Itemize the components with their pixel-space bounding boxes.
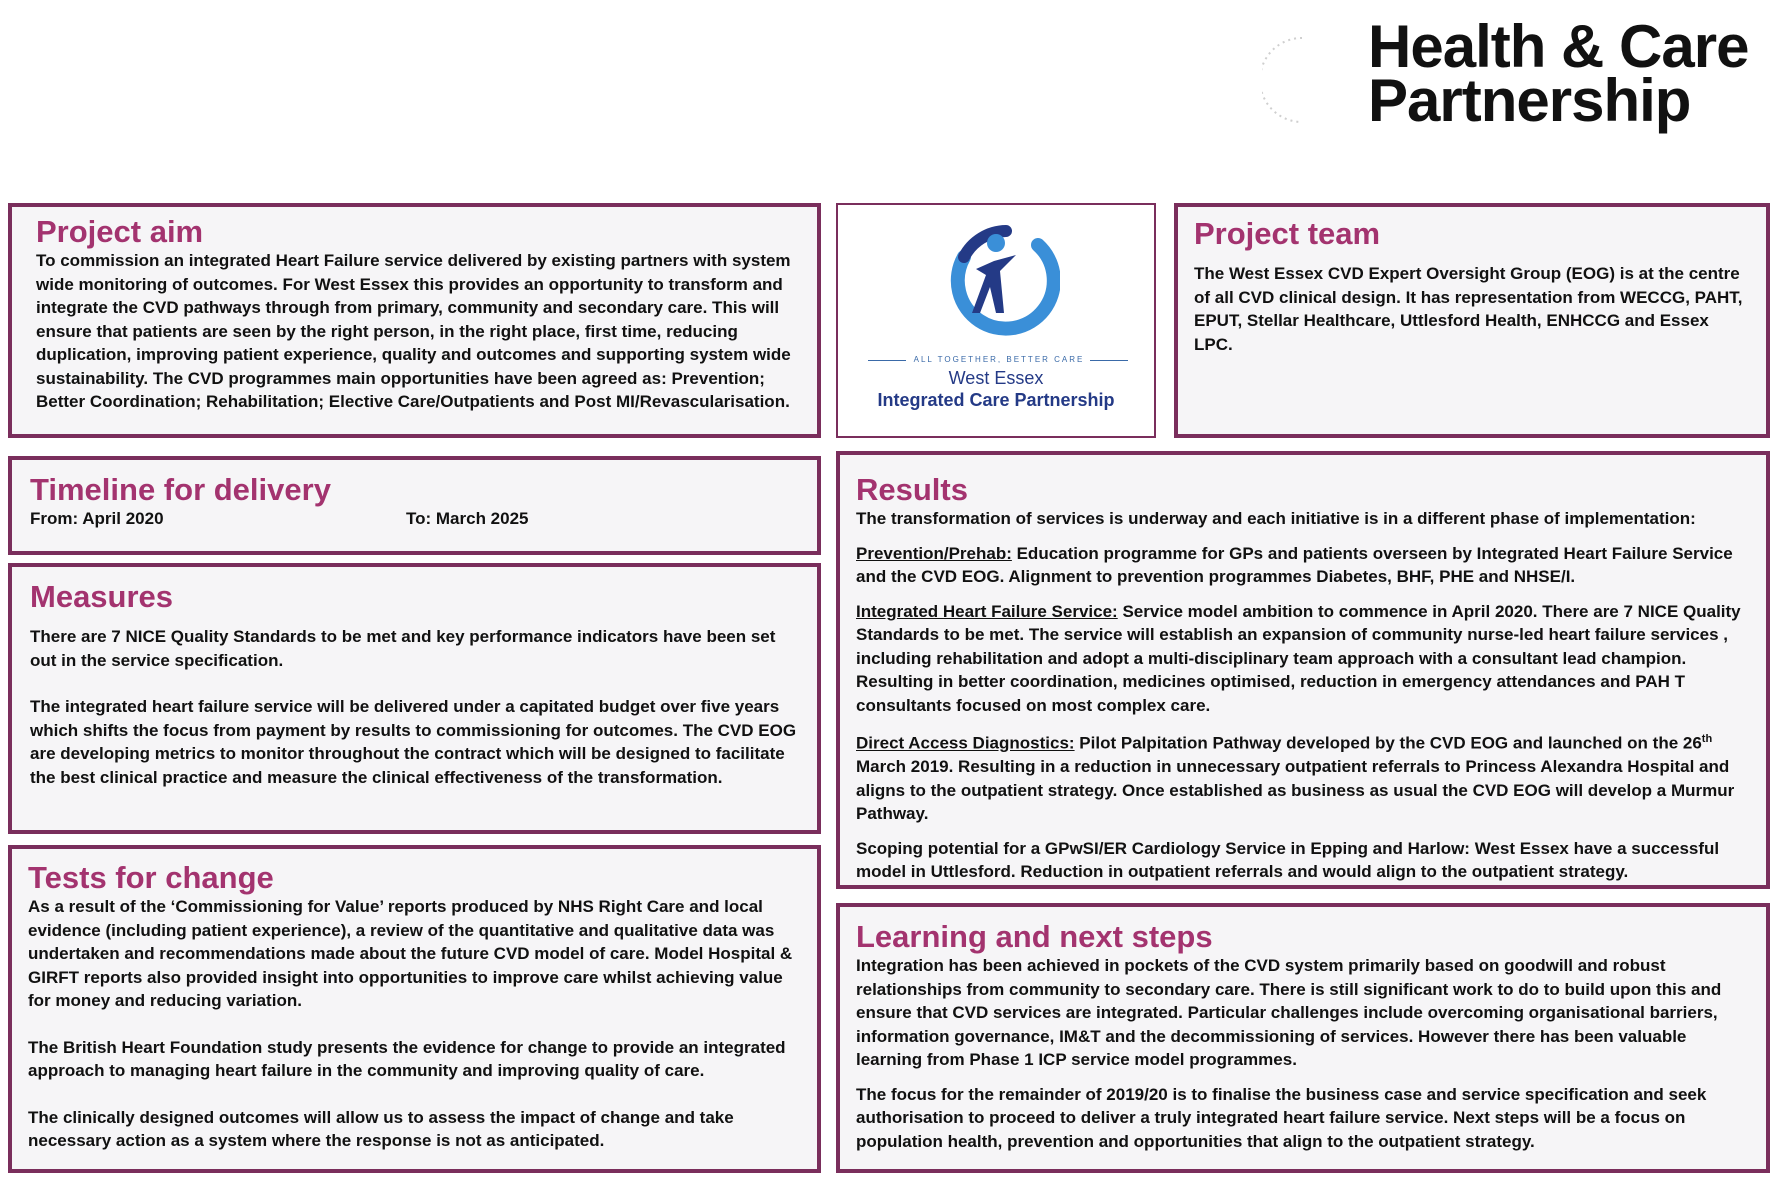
results-panel (836, 451, 1770, 889)
learning-panel (836, 903, 1770, 1173)
timeline-from: From: April 2020 (30, 509, 164, 528)
partnership-logo-arc-icon (1262, 30, 1342, 130)
results-scoping: Scoping potential for a GPwSI/ER Cardiology Service in Epping and Harlow: West Essex have a successful model in Uttlesford. Reduction in outpatient referrals and would align to the outpatient strategy. (856, 838, 1720, 882)
measures-panel (8, 563, 821, 834)
learning-paragraph-1: Integration has been achieved in pockets of the CVD system primarily based on goodwill and robust relationships from community to secondary care. There is still significant work to do to build upon this and ensure that CVD services are integrated. Particular challenges include overcoming organisational barriers, information governance, IM&T and the decommissioning of services. However there has been valuable learning from Phase 1 ICP service model programmes. (856, 956, 1722, 1069)
dad-text-b: March 2019. Resulting in a reduction in unnecessary outpatient referrals to Princess Alexandra Hospital and aligns to the outpatient strategy. Once established as business as usual the CVD EOG will develop a Murmur Pathway. (856, 757, 1735, 824)
project-team-title: Project team (1194, 216, 1381, 251)
results-ihfs (856, 600, 1756, 718)
project-team-text: The West Essex CVD Expert Oversight Group (EOG) is at the centre of all CVD clinical design. It has representation from WECCG, PAHT, EPUT, Stellar Healthcare, Uttlesford Health, ENHCCG and Essex LPC. (1194, 264, 1743, 354)
ihfs-text: Service model ambition to commence in April 2020. There are 7 NICE Quality Standards to be met. The service will establish an expansion of community nurse-led heart failure services , including rehabilitation and adopt a multi-disciplinary team approach with a consultant lead champion. Resulting in better coordination, medicines optimised, reduction in emergency attendances and PAH T consultants focused on most complex care. (856, 601, 1741, 715)
tests-paragraph-1: As a result of the ‘Commissioning for Value’ reports produced by NHS Right Care and local evidence (including patient experience), a review of the quantitative and qualitative data was undertaken and recommendations made about the future CVD model of care. Model Hospital & GIRFT reports also provided insight into opportunities to improve care whilst achieving value for money and reducing variation. (28, 897, 793, 1010)
health-care-partnership-logo (1368, 13, 1749, 134)
tests-paragraph-2: The British Heart Foundation study presents the evidence for change to provide an integrated approach to managing heart failure in the community and improving quality of care. (28, 1037, 786, 1080)
icp-logo-panel (836, 203, 1156, 438)
project-aim-panel (8, 203, 821, 438)
learning-paragraph-2: The focus for the remainder of 2019/20 is to finalise the business case and service specification and seek authorisation to proceed to deliver a truly integrated heart failure service. Next steps will be a focus on population health, prevention and opportunities that align to the outpatient strategy. (856, 1084, 1707, 1151)
learning-title: Learning and next steps (856, 919, 1213, 954)
prevention-label: Prevention/Prehab: (856, 543, 1012, 563)
results-direct-access (856, 728, 1756, 826)
measures-paragraph-1: There are 7 NICE Quality Standards to be met and key performance indicators have been set out in the service specification. (30, 627, 776, 670)
results-intro: The transformation of services is underway and each initiative is in a different phase of implementation: (856, 509, 1696, 528)
tests-paragraph-3: The clinically designed outcomes will allow us to assess the impact of change and take necessary action as a system where the response is not as anticipated. (28, 1107, 734, 1150)
dad-superscript: th (1701, 733, 1713, 745)
icp-name-line-1: West Essex (948, 368, 1044, 388)
logo-line-2: Partnership (1368, 67, 1691, 134)
timeline-to: To: March 2025 (406, 509, 529, 528)
tests-for-change-panel (8, 845, 821, 1173)
icp-tagline: ALL TOGETHER, BETTER CARE (913, 355, 1085, 364)
timeline-title: Timeline for delivery (30, 472, 331, 507)
person-swoosh-logo-icon (936, 217, 1060, 345)
measures-paragraph-2: The integrated heart failure service will be delivered under a capitated budget over five years which shifts the focus from payment by results to commissioning for outcomes. The CVD EOG are developing metrics to monitor throughout the contract which will be designed to facilitate the best clinical practice and measure the clinical effectiveness of the transformation. (30, 697, 797, 787)
prevention-text: Education programme for GPs and patients overseen by Integrated Heart Failure Service and the CVD EOG. Alignment to prevention programmes Diabetes, BHF, PHE and NHSE/I. (856, 543, 1733, 586)
tests-title: Tests for change (28, 860, 274, 895)
project-aim-text: To commission an integrated Heart Failure service delivered by existing partners with system wide monitoring of outcomes. For West Essex this provides an opportunity to transform and integrate the CVD pathways through from primary, community and secondary care. This will ensure that patients are seen by the right person, in the right place, first time, reducing duplication, improving patient experience, quality and outcomes and supporting system wide sustainability. The CVD programmes main opportunities have been agreed as: Prevention; Better Coordination; Rehabilitation; Elective Care/Outpatients and Post MI/Revascularisation. (36, 251, 791, 411)
icp-name-line-2: Integrated Care Partnership (877, 390, 1115, 410)
logo-line-1: Health & Care (1368, 13, 1749, 80)
dad-label: Direct Access Diagnostics: (856, 733, 1075, 753)
timeline-panel (8, 456, 821, 555)
ihfs-label: Integrated Heart Failure Service: (856, 601, 1118, 621)
dad-text-a: Pilot Palpitation Pathway developed by the CVD EOG and launched on the 26 (1074, 733, 1702, 753)
results-prevention (856, 542, 1756, 589)
project-team-panel (1174, 203, 1770, 438)
results-title: Results (856, 472, 968, 507)
project-aim-title: Project aim (36, 214, 204, 249)
measures-title: Measures (30, 579, 174, 614)
